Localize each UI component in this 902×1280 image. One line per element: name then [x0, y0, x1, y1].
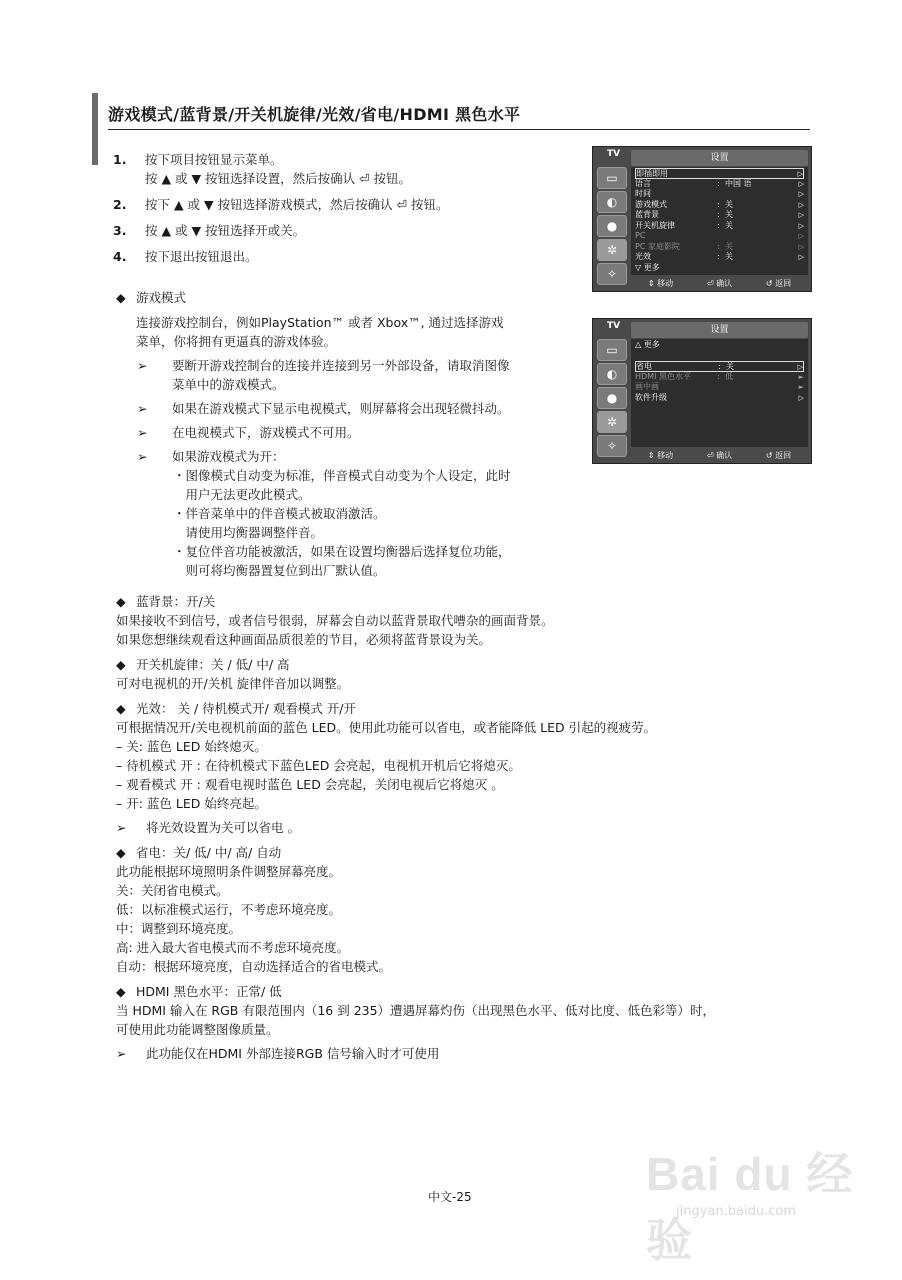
osd-row-arrow-icon: ▷	[798, 200, 804, 209]
power-line: 关：关闭省电模式。	[116, 883, 229, 898]
hdmi-line: 可使用此功能调整图像质量。	[116, 1022, 279, 1037]
step-text: 按 ▲ 或 ▼ 按钮选择设置，然后按确认 ⏎ 按钮。	[145, 171, 412, 186]
osd-row-label: 开关机旋律	[635, 220, 675, 230]
osd-row-arrow-icon: ▷	[797, 363, 803, 371]
melody-lines	[116, 674, 816, 693]
osd-footer-hint: ⏎ 确认	[706, 279, 733, 288]
osd-menu-settings	[592, 146, 812, 292]
game-note-text	[172, 399, 510, 418]
osd-row-arrow-icon: ▷	[798, 253, 804, 261]
osd-row-colon: :	[717, 241, 720, 251]
light-line: – 开: 蓝色 LED 始终亮起。	[116, 796, 267, 811]
osd-row-label: PC 家庭影院	[635, 241, 680, 251]
osd-row-arrow-icon: ▷	[798, 221, 804, 230]
note-arrow-icon: ➢	[137, 425, 148, 440]
game-note-line: 要断开游戏控制台的连接并连接到另一外部设备，请取消图像	[172, 358, 510, 373]
game-note-text	[172, 423, 360, 442]
blue-lines	[116, 611, 816, 649]
game-desc-line: 菜单，你将拥有更逼真的游戏体验。	[136, 334, 337, 349]
osd-row-value: 关	[726, 362, 734, 371]
game-sub-line: ・伴音菜单中的伴音模式被取消激活。	[173, 506, 386, 521]
osd-row-value: 关	[725, 210, 733, 219]
page-heading: 游戏模式/蓝背景/开关机旋律/光效/省电/HDMI 黑色水平	[108, 104, 810, 130]
game-note-text	[172, 356, 510, 394]
osd-footer-hint: ⇕ 移动	[647, 279, 674, 288]
input-icon: ✧	[597, 263, 627, 285]
osd-row-arrow-icon: ▷	[798, 179, 804, 188]
osd-menu-row	[635, 179, 804, 190]
osd-footer-hint: ⏎ 确认	[706, 451, 733, 460]
watermark-url: jingyan.baidu.com	[676, 1204, 796, 1219]
steps-list	[113, 150, 573, 273]
osd-row-value	[726, 169, 793, 178]
osd-row-label: 即插即用	[636, 169, 668, 178]
hdmi-line: 当 HDMI 输入在 RGB 有限范围内（16 到 235）遭遇屏幕灼伤（出现黑色水平、低对比度、低色彩等）时，	[116, 1003, 716, 1018]
light-line: – 待机模式 开 : 在待机模式下蓝色LED 会亮起，电视机开机后它将熄灭。	[116, 758, 521, 773]
sound-icon: ◐	[597, 191, 627, 213]
osd-row-value: 关	[725, 252, 733, 261]
osd-footer-hint: ⇕ 移动	[647, 451, 674, 460]
bullet-icon: ◆	[116, 701, 126, 716]
osd-row-label: 省电	[636, 362, 652, 371]
osd-row-arrow-icon: ▷	[798, 393, 804, 402]
osd-tv-label: TV	[607, 321, 621, 331]
osd-menu-row	[635, 231, 804, 242]
note-arrow-icon: ➢	[137, 401, 148, 416]
step-item	[113, 195, 573, 214]
osd-row-label: 蓝背景	[635, 210, 659, 219]
section-power-title: ◆ 省电：关/ 低/ 中/ 高/ 自动	[116, 845, 282, 860]
osd-panel	[631, 167, 808, 275]
bullet-icon: ◆	[116, 657, 126, 672]
game-note-line: 如果在游戏模式下显示电视模式，则屏幕将会出现轻微抖动。	[172, 401, 510, 416]
sound-icon: ◐	[597, 363, 627, 385]
osd-row-colon: :	[717, 178, 720, 188]
game-note	[116, 423, 816, 442]
bullet-icon: ◆	[116, 290, 126, 305]
bullet-icon: ◆	[116, 594, 126, 609]
picture-icon: ▭	[597, 167, 627, 189]
game-sub-line: ・复位伴音功能被激活，如果在设置均衡器后选择复位功能，	[173, 544, 511, 559]
settings-gear-icon: ✲	[597, 411, 627, 433]
osd-menu-row	[635, 189, 804, 200]
osd-menu-row	[635, 252, 804, 263]
game-note-line: 在电视模式下，游戏模式不可用。	[172, 425, 360, 440]
input-icon: ✧	[597, 435, 627, 457]
step-text: 按下退出按钮退出。	[145, 249, 258, 264]
hdmi-note: ➢ 此功能仅在HDMI 外部连接RGB 信号输入时才可使用	[116, 1046, 440, 1061]
game-sub-line: ・图像模式自动变为标准，伴音模式自动变为个人设定，此时	[173, 468, 511, 483]
osd-row-label: 时间	[635, 189, 651, 198]
power-line: 高: 进入最大省电模式而不考虑环境亮度。	[116, 940, 350, 955]
step-item	[113, 247, 573, 266]
osd-row-colon: :	[717, 199, 720, 209]
game-description	[116, 313, 816, 351]
note-arrow-icon: ➢	[137, 358, 148, 373]
osd-row-value	[725, 263, 794, 274]
game-sub-line: 用户无法更改此模式。	[173, 487, 311, 502]
power-line: 中：调整到环境亮度。	[116, 921, 242, 936]
blue-line: 如果接收不到信号，或者信号很弱，屏幕会自动以蓝背景取代嘈杂的画面背景。	[116, 613, 554, 628]
osd-footer-hint: ↺ 返回	[765, 279, 792, 288]
hdmi-lines	[116, 1001, 816, 1039]
channel-icon: ●	[597, 387, 627, 409]
osd-sidebar	[593, 165, 631, 281]
osd-title: 设置	[631, 150, 808, 166]
page-number: 中文-25	[428, 1190, 472, 1204]
osd-row-colon: :	[717, 210, 720, 219]
section-hdmi-title: ◆ HDMI 黑色水平：正常/ 低	[116, 984, 282, 999]
game-note	[116, 356, 816, 394]
melody-line: 可对电视机的开/关机 旋律伴音加以调整。	[116, 676, 350, 691]
power-line: 自动：根据环境亮度，自动选择适合的省电模式。	[116, 959, 392, 974]
osd-row-colon	[717, 189, 725, 200]
osd-row-label: PC	[635, 231, 646, 240]
osd-row-value: 关	[725, 241, 733, 251]
osd-row-label: 软件升级	[635, 392, 667, 402]
game-note-text	[172, 447, 285, 466]
osd-row-arrow-icon: ▷	[798, 232, 804, 240]
osd-menu-row	[635, 221, 804, 232]
osd-menu-row	[635, 263, 804, 274]
baidu-watermark	[636, 1138, 856, 1266]
osd-row-arrow-icon: ▷	[798, 211, 804, 219]
light-line: 可根据情况开/关电视机前面的蓝色 LED。使用此功能可以省电，或者能降低 LED 引起的视疲劳。	[116, 720, 657, 735]
osd-row-label: 语言	[635, 178, 651, 188]
game-note	[116, 399, 816, 418]
osd-row-label: 画中画	[635, 382, 659, 391]
osd-row-arrow-icon	[794, 263, 804, 274]
power-lines	[116, 862, 816, 976]
heading-accent-bar	[92, 93, 98, 165]
osd-row-arrow-icon: ▷	[798, 190, 804, 198]
power-line: 低：以标准模式运行，不考虑环境亮度。	[116, 902, 342, 917]
osd-row-colon: :	[718, 362, 721, 371]
step-item	[113, 150, 573, 188]
power-line: 此功能根据环境照明条件调整屏幕亮度。	[116, 864, 342, 879]
watermark-logo: Bai du 经验	[646, 1148, 854, 1266]
osd-menu-row	[635, 210, 804, 221]
osd-row-colon: :	[717, 220, 720, 230]
bullet-icon: ◆	[116, 984, 126, 999]
section-game-title: ◆ 游戏模式	[116, 290, 187, 305]
osd-row-label: ▽ 更多	[635, 262, 660, 272]
light-lines	[116, 718, 816, 813]
section-light-title: ◆ 光效： 关 / 待机模式开/ 观看模式 开/开	[116, 701, 357, 716]
osd-row-colon	[718, 169, 726, 178]
game-sub-line: 则可将均衡器置复位到出厂默认值。	[173, 563, 386, 578]
osd-row-value: 关	[725, 220, 733, 230]
game-notes	[116, 356, 816, 466]
light-line: – 观看模式 开 : 观看电视时蓝色 LED 会亮起，关闭电视后它将熄灭 。	[116, 777, 504, 792]
bullet-icon: ◆	[116, 845, 126, 860]
osd-row-value: 关	[725, 199, 733, 209]
osd-row-arrow-icon: ▷	[797, 170, 803, 178]
light-line: – 关: 蓝色 LED 始终熄灭。	[116, 739, 267, 754]
light-note: ➢ 将光效设置为关可以省电 。	[116, 820, 300, 835]
note-arrow-icon: ➢	[116, 1046, 127, 1061]
osd-row-arrow-icon: ►	[798, 372, 804, 381]
osd-title: 设置	[631, 322, 808, 338]
osd-row-value: 低	[725, 371, 733, 381]
game-desc-line: 连接游戏控制台，例如PlayStation™ 或者 Xbox™, 通过选择游戏	[136, 315, 504, 330]
osd-menu-row	[635, 200, 804, 211]
game-note	[116, 447, 816, 466]
osd-row-label: 光效	[635, 252, 651, 261]
step-text: 按下项目按钮显示菜单。	[145, 152, 283, 167]
osd-row-value	[725, 189, 794, 200]
osd-row-label: HDMI 黑色水平	[635, 371, 691, 381]
step-text: 按下 ▲ 或 ▼ 按钮选择游戏模式，然后按确认 ⏎ 按钮。	[145, 197, 449, 212]
game-sub-list	[116, 466, 816, 580]
osd-row-colon: :	[717, 371, 720, 381]
game-sub-line: 请使用均衡器调整伴音。	[173, 525, 324, 540]
step-number: 2.	[113, 197, 127, 212]
osd-menu-row	[635, 168, 804, 179]
step-number: 3.	[113, 223, 127, 238]
osd-tv-label: TV	[607, 149, 621, 159]
step-number: 1.	[113, 152, 127, 167]
manual-body	[116, 288, 816, 1063]
osd-row-arrow-icon: ▷	[798, 242, 804, 251]
game-note-line: 如果游戏模式为开：	[172, 449, 285, 464]
osd-row-colon	[717, 231, 725, 242]
game-note-line: 菜单中的游戏模式。	[172, 377, 285, 392]
channel-icon: ●	[597, 215, 627, 237]
osd-row-arrow-icon: ►	[798, 383, 804, 391]
note-arrow-icon: ➢	[137, 449, 148, 464]
osd-row-colon	[717, 263, 725, 274]
osd-row-label: △ 更多	[635, 340, 660, 349]
settings-gear-icon: ✲	[597, 239, 627, 261]
picture-icon: ▭	[597, 339, 627, 361]
note-arrow-icon: ➢	[116, 820, 127, 835]
osd-row-colon: :	[717, 252, 720, 261]
osd-row-label: 游戏模式	[635, 199, 667, 209]
section-melody-title: ◆ 开关机旋律：关 / 低/ 中/ 高	[116, 657, 290, 672]
step-number: 4.	[113, 249, 127, 264]
step-text: 按 ▲ 或 ▼ 按钮选择开或关。	[145, 223, 306, 238]
section-blue-title: ◆ 蓝背景：开/关	[116, 594, 216, 609]
step-item	[113, 221, 573, 240]
osd-row-value	[725, 231, 794, 242]
osd-row-value: 中国 语	[725, 178, 752, 188]
osd-menu-row	[635, 242, 804, 253]
osd-footer-hint: ↺ 返回	[765, 451, 792, 460]
blue-line: 如果您想继续观看这种画面品质很差的节目，必须将蓝背景设为关。	[116, 632, 492, 647]
